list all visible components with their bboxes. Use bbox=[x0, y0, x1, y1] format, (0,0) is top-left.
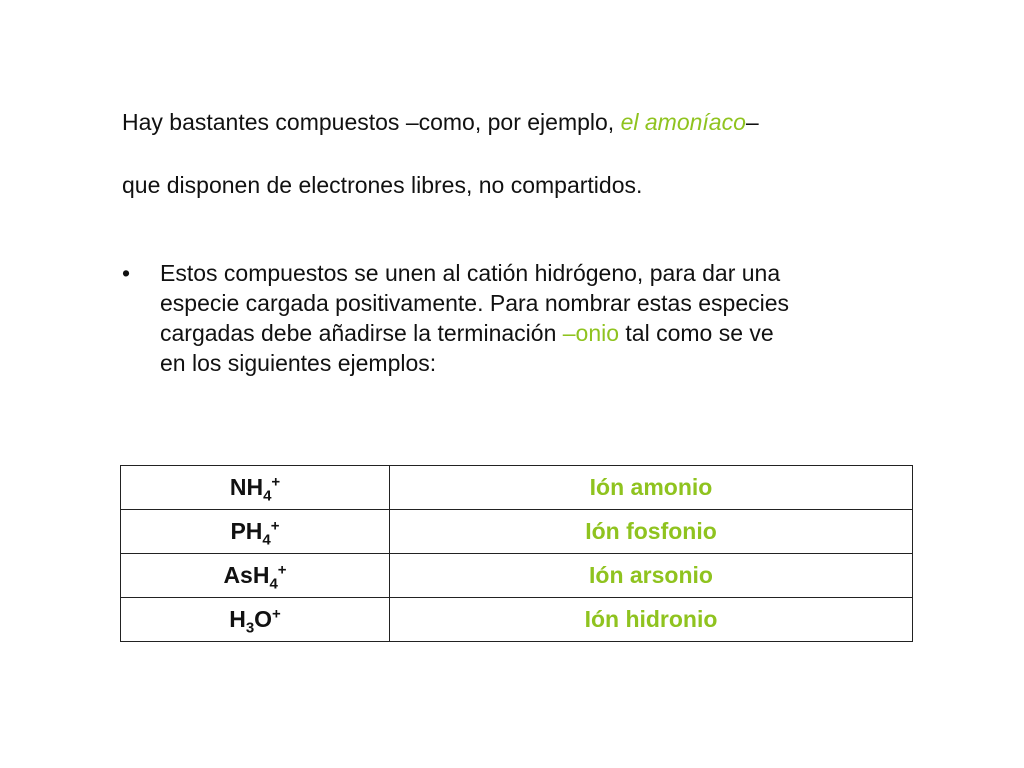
ion-formula: AsH$_4$+ bbox=[121, 554, 390, 598]
bullet-line-2: especie cargada positivamente. Para nombrar estas especies bbox=[160, 290, 790, 316]
table-row bbox=[121, 466, 913, 510]
bullet-line-1: Estos compuestos se unen al catión hidrógeno, para dar una bbox=[160, 260, 781, 286]
intro-line-2: que disponen de electrones libres, no compartidos. bbox=[122, 172, 643, 198]
bullet-line-3-end: tal como se ve bbox=[619, 320, 774, 346]
ion-name: Ión fosfonio bbox=[390, 510, 913, 554]
ion-formula: $PH_4^+$ bbox=[121, 510, 390, 554]
bullet-icon: • bbox=[122, 260, 131, 286]
bullet-line-3 bbox=[160, 318, 952, 348]
suffix-highlight-onio: –onio bbox=[562, 320, 620, 346]
bullet-text bbox=[160, 258, 952, 378]
ion-formula: $H_3O^+$ bbox=[121, 598, 390, 642]
intro-highlight-ammonia: el amoníaco bbox=[620, 109, 746, 135]
table-row bbox=[121, 510, 913, 554]
intro-line-1 bbox=[122, 108, 759, 136]
ion-table bbox=[120, 465, 913, 642]
ion-name: Ión arsonio bbox=[390, 554, 913, 598]
bullet-line-3-start: cargadas debe añadirse la terminación bbox=[160, 320, 563, 346]
intro-text-end: – bbox=[745, 109, 759, 135]
table-row bbox=[121, 554, 913, 598]
ion-name: Ión hidronio bbox=[390, 598, 913, 642]
intro-text-start: Hay bastantes compuestos –como, por ejemplo, bbox=[122, 109, 621, 135]
ion-formula: $NH_4^+$ bbox=[121, 466, 390, 510]
ion-name: Ión amonio bbox=[390, 466, 913, 510]
bullet-line-4: en los siguientes ejemplos: bbox=[160, 350, 437, 376]
table-row bbox=[121, 598, 913, 642]
